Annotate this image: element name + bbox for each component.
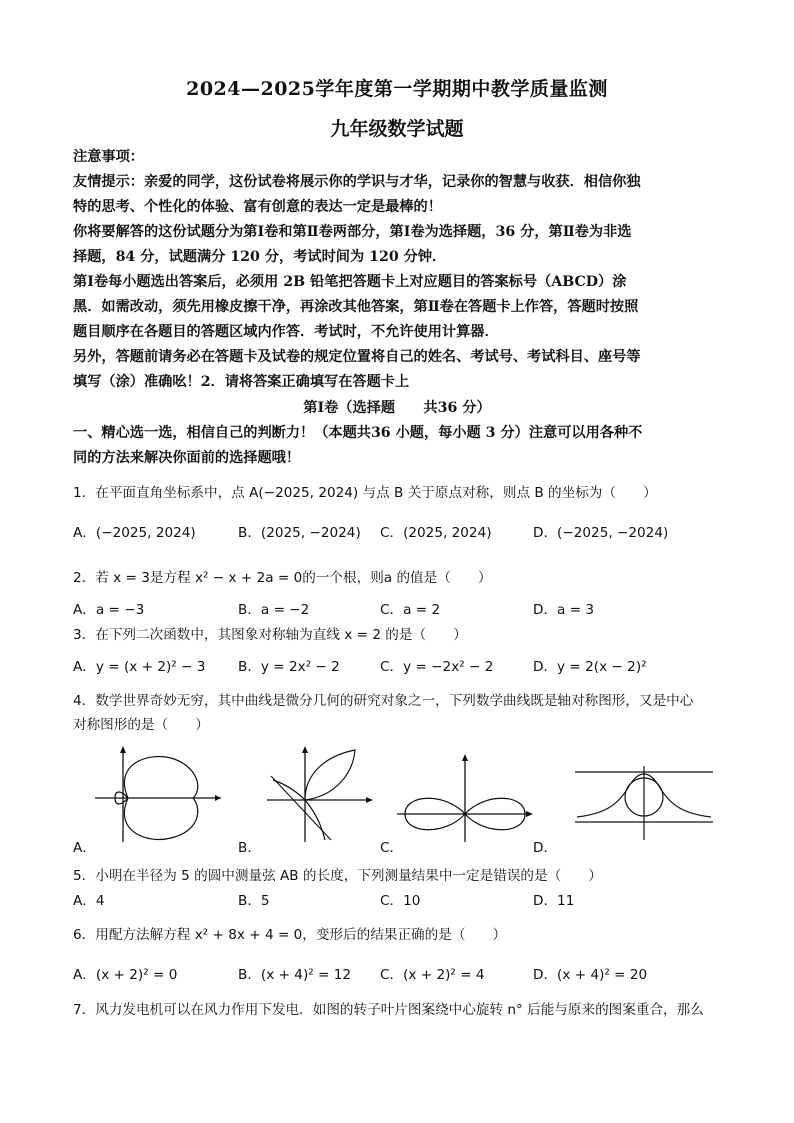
question-2-option-c[interactable]: C．a = 2 (380, 602, 441, 618)
exam-subtitle: 九年级数学试题 (330, 118, 464, 140)
question-1-stem: 1．在平面直角坐标系中，点 A(−2025, 2024) 与点 B 关于原点对称，则点 B 的坐标为（ ） (73, 485, 657, 501)
lemniscate-curve-figure (395, 752, 535, 844)
question-6-option-d[interactable]: D．(x + 4)² = 20 (533, 967, 648, 983)
question-5-option-c[interactable]: C．10 (380, 893, 421, 909)
notice-line: 填写（涂）准确吆！2．请将答案正确填写在答题卡上 (73, 374, 410, 390)
section-intro: 一、精心选一选，相信自己的判断力！（本题共36 小题，每小题 3 分）注意可以用各种不 (73, 425, 643, 441)
question-4-option-a[interactable]: A． (73, 840, 96, 856)
question-4-stem: 4．数学世界奇妙无穷，其中曲线是微分几何的研究对象之一，下列数学曲线既是轴对称图形，又是中心 (73, 693, 694, 709)
question-1-option-c[interactable]: C．(2025, 2024) (380, 525, 492, 541)
notice-heading: 注意事项： (73, 149, 144, 165)
question-5-option-d[interactable]: D．11 (533, 893, 575, 909)
witch-of-agnesi-figure (573, 762, 715, 842)
notice-line: 友情提示：亲爱的同学，这份试卷将展示你的学识与才华，记录你的智慧与收获．相信你独 (73, 174, 641, 190)
question-5-option-b[interactable]: B．5 (238, 893, 270, 909)
notice-line: 择题，84 分，试题满分 120 分，考试时间为 120 分钟． (73, 249, 447, 265)
question-3-option-b[interactable]: B．y = 2x² − 2 (238, 659, 340, 675)
section-title: 第Ⅰ卷（选择题 共36 分） (303, 400, 491, 416)
question-1-option-d[interactable]: D．(−2025, −2024) (533, 525, 669, 541)
question-3-option-d[interactable]: D．y = 2(x − 2)² (533, 659, 647, 675)
cardioid-curve-figure (93, 744, 223, 844)
question-2-option-b[interactable]: B．a = −2 (238, 602, 310, 618)
notice-line: 你将要解答的这份试题分为第Ⅰ卷和第Ⅱ卷两部分，第Ⅰ卷为选择题，36 分，第Ⅱ卷为非选 (73, 224, 632, 240)
question-4-stem: 对称图形的是（ ） (73, 717, 209, 733)
question-4-option-c[interactable]: C． (380, 840, 404, 856)
notice-line: 黑．如需改动，须先用橡皮擦干净，再涂改其他答案，第Ⅱ卷在答题卡上作答，答题时按照 (73, 299, 639, 315)
question-2-stem: 2．若 x = 3是方程 x² − x + 2a = 0的一个根，则a 的值是（ ） (73, 570, 492, 586)
question-3-stem: 3．在下列二次函数中，其图象对称轴为直线 x = 2 的是（ ） (73, 627, 467, 643)
notice-line: 另外，答题前请务必在答题卡及试卷的规定位置将自己的姓名、考试号、考试科目、座号等 (73, 349, 641, 365)
question-1-option-a[interactable]: A．(−2025, 2024) (73, 525, 196, 541)
folium-curve-figure (265, 744, 375, 844)
question-2-option-a[interactable]: A．a = −3 (73, 602, 145, 618)
question-6-option-a[interactable]: A．(x + 2)² = 0 (73, 967, 178, 983)
question-1-option-b[interactable]: B．(2025, −2024) (238, 525, 361, 541)
question-5-option-a[interactable]: A．4 (73, 893, 105, 909)
question-4-option-d[interactable]: D． (533, 840, 558, 856)
question-2-option-d[interactable]: D．a = 3 (533, 602, 595, 618)
question-6-stem: 6．用配方法解方程 x² + 8x + 4 = 0，变形后的结果正确的是（ ） (73, 927, 507, 943)
question-5-stem: 5．小明在半径为 5 的圆中测量弦 AB 的长度，下列测量结果中一定是错误的是（ ） (73, 868, 602, 884)
question-4-option-b[interactable]: B． (238, 840, 261, 856)
notice-line: 题目顺序在各题目的答题区域内作答．考试时，不允许使用计算器． (73, 324, 499, 340)
section-intro: 同的方法来解决你面前的选择题哦！ (73, 450, 301, 466)
question-3-option-a[interactable]: A．y = (x + 2)² − 3 (73, 659, 206, 675)
question-6-option-c[interactable]: C．(x + 2)² = 4 (380, 967, 485, 983)
notice-line: 第Ⅰ卷每小题选出答案后，必须用 2B 铅笔把答题卡上对应题目的答案标号（ABCD）涂 (73, 274, 627, 290)
exam-title: 2024—2025学年度第一学期期中教学质量监测 (186, 78, 608, 100)
question-7-stem: 7．风力发电机可以在风力作用下发电．如图的转子叶片图案绕中心旋转 n° 后能与原来的图案重合，那么 (73, 1002, 704, 1018)
question-3-option-c[interactable]: C．y = −2x² − 2 (380, 659, 494, 675)
notice-line: 特的思考、个性化的体验、富有创意的表达一定是最棒的！ (73, 199, 442, 215)
question-6-option-b[interactable]: B．(x + 4)² = 12 (238, 967, 352, 983)
